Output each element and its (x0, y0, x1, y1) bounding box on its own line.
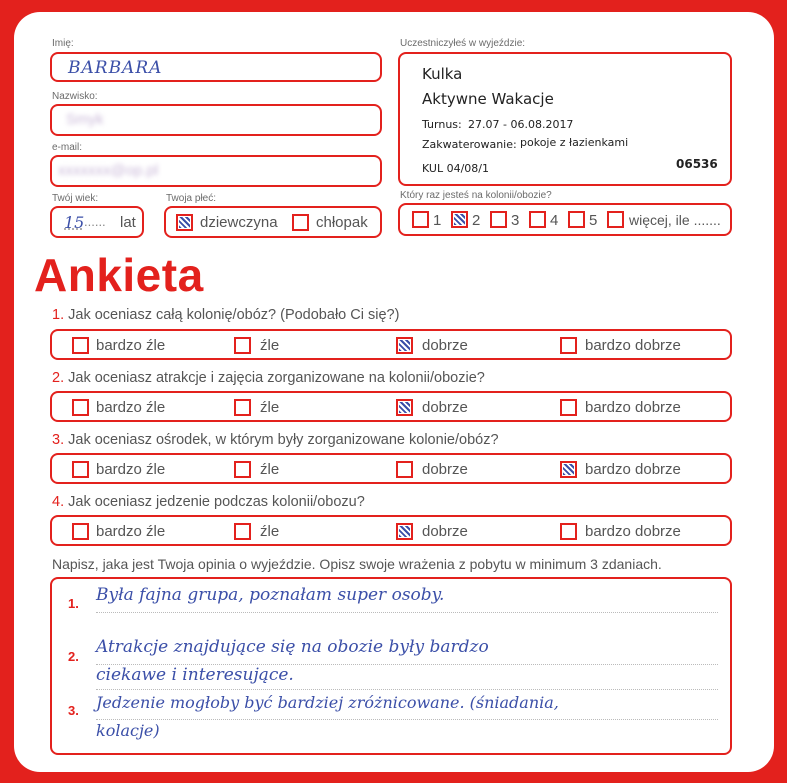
q1-checkbox-bad[interactable] (234, 337, 251, 354)
q3-option-bad: źle (260, 461, 280, 478)
question-4-number: 4. (52, 494, 65, 510)
q3-checkbox-bad[interactable] (234, 461, 251, 478)
times-option-more: więcej, ile ....... (629, 212, 721, 228)
times-option-2: 2 (472, 212, 481, 229)
times-checkbox-4[interactable] (529, 211, 546, 228)
q2-checkbox-good[interactable] (396, 399, 413, 416)
times-label: Który raz jesteś na kolonii/obozie? (400, 190, 552, 201)
email-value: xxxxxxx@op.pl (58, 162, 159, 179)
camp-info-box (398, 52, 732, 186)
times-checkbox-1[interactable] (412, 211, 429, 228)
q4-option-good: dobrze (422, 523, 468, 540)
question-2-options (50, 391, 732, 422)
turnus-value: 27.07 - 06.08.2017 (468, 118, 574, 131)
email-label: e-mail: (52, 142, 83, 153)
question-3-number: 3. (52, 432, 65, 448)
times-option-5: 5 (589, 212, 598, 229)
q1-checkbox-very-good[interactable] (560, 337, 577, 354)
q3-checkbox-very-good[interactable] (560, 461, 577, 478)
question-4 (52, 494, 365, 510)
age-label: Twój wiek: (52, 193, 99, 204)
name-label: Imię: (52, 38, 74, 49)
question-1-options (50, 329, 732, 360)
age-value: 15 (64, 213, 85, 232)
answer-3-line-2: kolacje) (96, 721, 160, 740)
q3-option-very-bad: bardzo źle (96, 461, 166, 478)
answer-2-line-1: Atrakcje znajdujące się na obozie były bardzo (96, 637, 489, 657)
q4-checkbox-very-good[interactable] (560, 523, 577, 540)
camp-code: KUL 04/08/1 (422, 162, 489, 175)
name-field[interactable] (50, 52, 382, 82)
email-field[interactable] (50, 155, 382, 187)
q2-checkbox-bad[interactable] (234, 399, 251, 416)
camp-label: Uczestniczyłeś w wyjeździe: (400, 38, 526, 49)
answer-2-number: 2. (68, 649, 79, 664)
q4-option-bad: źle (260, 523, 280, 540)
q2-option-very-good: bardzo dobrze (585, 399, 681, 416)
gender-field (164, 206, 382, 238)
survey-title: Ankieta (34, 249, 204, 301)
q4-checkbox-very-bad[interactable] (72, 523, 89, 540)
times-checkbox-3[interactable] (490, 211, 507, 228)
question-3 (52, 432, 499, 448)
question-1-text: Jak oceniasz całą kolonię/obóz? (Podobało Ci się?) (68, 307, 400, 323)
times-checkbox-2[interactable] (451, 211, 468, 228)
opinion-prompt: Napisz, jaka jest Twoja opinia o wyjeździe. Opisz swoje wrażenia z pobytu w minimum 3 zdaniach. (52, 556, 662, 572)
q3-option-very-good: bardzo dobrze (585, 461, 681, 478)
gender-option-boy: chłopak (316, 214, 368, 231)
question-2-number: 2. (52, 370, 65, 386)
times-checkbox-more[interactable] (607, 211, 624, 228)
answer-3-number: 3. (68, 703, 79, 718)
q1-checkbox-very-bad[interactable] (72, 337, 89, 354)
camp-number: 06536 (676, 157, 718, 171)
surname-value: Smyk (66, 111, 104, 128)
q2-option-bad: źle (260, 399, 280, 416)
age-unit: lat (120, 214, 136, 231)
answer-1-number: 1. (68, 596, 79, 611)
age-field[interactable] (50, 206, 144, 238)
q1-checkbox-good[interactable] (396, 337, 413, 354)
q2-checkbox-very-good[interactable] (560, 399, 577, 416)
q4-checkbox-good[interactable] (396, 523, 413, 540)
name-value: BARBARA (68, 58, 163, 78)
gender-checkbox-girl[interactable] (176, 214, 193, 231)
q1-option-very-bad: bardzo źle (96, 337, 166, 354)
surname-label: Nazwisko: (52, 91, 98, 102)
q4-checkbox-bad[interactable] (234, 523, 251, 540)
q2-checkbox-very-bad[interactable] (72, 399, 89, 416)
q2-option-very-bad: bardzo źle (96, 399, 166, 416)
answer-2-line-2: ciekawe i interesujące. (96, 665, 294, 685)
camp-program: Aktywne Wakacje (422, 90, 554, 108)
accommodation-label: Zakwaterowanie: (422, 138, 517, 151)
times-option-3: 3 (511, 212, 520, 229)
times-field (398, 203, 732, 236)
q4-option-very-good: bardzo dobrze (585, 523, 681, 540)
question-3-text: Jak oceniasz ośrodek, w którym były zorganizowane kolonie/obóz? (68, 432, 499, 448)
times-option-1: 1 (433, 212, 442, 229)
opinion-line (96, 719, 718, 720)
q3-checkbox-very-bad[interactable] (72, 461, 89, 478)
accommodation-value: pokoje z łazienkami (520, 136, 629, 149)
question-4-options (50, 515, 732, 546)
gender-option-girl: dziewczyna (200, 214, 278, 231)
answer-1-line-1: Była fajna grupa, poznałam super osoby. (96, 585, 445, 605)
q1-option-good: dobrze (422, 337, 468, 354)
turnus-label: Turnus: (422, 118, 462, 131)
answer-3-line-1: Jedzenie mogłoby być bardziej zróżnicowane. (śniadania, (96, 693, 559, 712)
question-4-text: Jak oceniasz jedzenie podczas kolonii/obozu? (68, 494, 365, 510)
question-2-text: Jak oceniasz atrakcje i zajęcia zorganizowane na kolonii/obozie? (68, 370, 485, 386)
times-option-4: 4 (550, 212, 559, 229)
q3-checkbox-good[interactable] (396, 461, 413, 478)
opinion-line (96, 612, 718, 613)
camp-name: Kulka (422, 65, 463, 83)
gender-label: Twoja płeć: (166, 193, 217, 204)
q4-option-very-bad: bardzo źle (96, 523, 166, 540)
question-3-options (50, 453, 732, 484)
opinion-line (96, 689, 718, 690)
surname-field[interactable] (50, 104, 382, 136)
q1-option-very-good: bardzo dobrze (585, 337, 681, 354)
age-dots: ...... (84, 214, 106, 229)
times-checkbox-5[interactable] (568, 211, 585, 228)
question-1 (52, 307, 399, 323)
gender-checkbox-boy[interactable] (292, 214, 309, 231)
q2-option-good: dobrze (422, 399, 468, 416)
question-1-number: 1. (52, 307, 65, 323)
q1-option-bad: źle (260, 337, 280, 354)
question-2 (52, 370, 485, 386)
q3-option-good: dobrze (422, 461, 468, 478)
opinion-box[interactable] (50, 577, 732, 755)
